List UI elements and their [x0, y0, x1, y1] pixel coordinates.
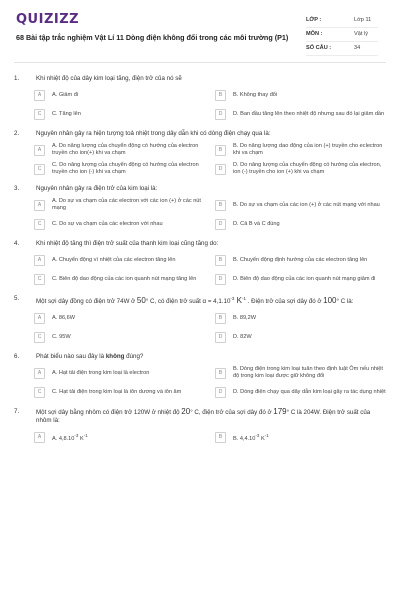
option-letter-box: D: [215, 387, 226, 398]
option-a[interactable]: [34, 88, 205, 102]
question-text: Phát biểu nào sau đây là không đúng?: [36, 353, 144, 361]
option-text: B. Chuyển động định hướng của các electron tăng lên: [233, 256, 368, 263]
question-number: 4.: [14, 240, 20, 247]
option-letter-box: D: [215, 164, 226, 175]
quizizz-logo: QUIZIZZ: [16, 12, 80, 27]
meta-value: 34: [354, 45, 361, 51]
question-number: 1.: [14, 75, 20, 82]
option-d[interactable]: [215, 217, 386, 231]
question-number: 5.: [14, 295, 20, 302]
option-letter-box: C: [34, 219, 45, 230]
question-5: [14, 295, 386, 344]
option-d[interactable]: [215, 272, 386, 286]
question-list: [14, 63, 386, 444]
option-text: D. Cả B và C đúng: [233, 220, 280, 227]
question-number: 7.: [14, 408, 20, 416]
option-letter-box: A: [34, 255, 45, 266]
option-text: A. Chuyển động vì nhiệt của các electron tăng lên: [52, 256, 176, 263]
question-4: [14, 240, 386, 286]
option-letter-box: A: [34, 432, 45, 443]
question-text: Một sợi dây đồng có điện trở 74W ở 50° C, có điện trở suất $\alpha = 4,1.10^{-3}$ $K^{-1}$ . Điện trở của sợi dây đó ở 100° C là:: [36, 296, 354, 306]
option-text: C. Hạt tải điện trong kim loại là iôn dương và iôn âm: [52, 388, 182, 395]
question-number: 2.: [14, 130, 20, 137]
option-letter-box: B: [215, 90, 226, 101]
option-c[interactable]: [34, 330, 205, 344]
option-d[interactable]: [215, 330, 386, 344]
option-text: D. Ban đầu tăng lên theo nhiệt độ nhưng sau đó lại giảm dần: [233, 110, 385, 117]
option-letter-box: C: [34, 109, 45, 120]
option-text: D. 82W: [233, 333, 252, 340]
meta-row-count: [306, 42, 378, 56]
option-d[interactable]: [215, 385, 386, 399]
question-text: Nguyên nhân gây ra hiện tượng toả nhiệt trong dây dẫn khi có dòng điện chạy qua là:: [36, 130, 271, 137]
option-b[interactable]: [215, 88, 386, 102]
option-c[interactable]: [34, 385, 205, 399]
option-text: B. Do năng lượng dao động của ion (+) truyền cho eclectron khi va chạm: [233, 143, 383, 156]
option-letter-box: A: [34, 368, 45, 379]
page-title: 68 Bài tập trắc nghiệm Vật Lí 11 Dòng điện không đổi trong các môi trường (P1): [16, 33, 289, 42]
meta-value: Lớp 11: [354, 17, 372, 23]
meta-row-subject: [306, 28, 378, 42]
question-number: 6.: [14, 353, 20, 361]
option-text: C. Do năng lượng của chuyển động có hướng của electron truyền cho ion (-) khi va chạm: [52, 162, 199, 175]
option-letter-box: D: [215, 274, 226, 285]
meta-key: SỐ CÂU :: [306, 45, 332, 51]
question-7: [14, 408, 386, 444]
option-text: B. $4,4.10^{-3}$ $K^{-1}$: [233, 432, 269, 442]
option-text: C. Biên độ dao động của các ion quanh nút mạng tăng lên: [52, 275, 197, 282]
option-b[interactable]: [215, 430, 386, 444]
meta-key: MÔN :: [306, 31, 323, 37]
option-c[interactable]: [34, 162, 205, 176]
option-a[interactable]: [34, 311, 205, 325]
option-text: B. Do sự va chạm của các ion (+) ở các nút mạng với nhau: [233, 201, 380, 208]
option-letter-box: A: [34, 313, 45, 324]
option-b[interactable]: [215, 143, 386, 157]
option-letter-box: B: [215, 432, 226, 443]
question-text: Khi nhiệt độ tăng thì điện trở suất của thanh kim loại cũng tăng do:: [36, 240, 219, 247]
option-letter-box: A: [34, 90, 45, 101]
option-letter-box: C: [34, 274, 45, 285]
option-text: B. Dòng điện trong kim loại tuân theo định luật Ôm nếu nhiệt độ trong kim loại được giữ không đổi: [233, 366, 383, 380]
question-2: [14, 130, 386, 176]
option-letter-box: C: [34, 332, 45, 343]
option-letter-box: C: [34, 387, 45, 398]
question-text: Một sợi dây bằng nhôm có điện trở 120W ở nhiệt độ 20° C, điện trở của sợi dây đó ở 179° C là 204W. Điện trở suất của nhôm là:: [36, 407, 371, 425]
option-a[interactable]: [34, 430, 205, 444]
question-3: [14, 185, 386, 231]
option-text: A. Hạt tải điện trong kim loại là electron: [52, 369, 150, 376]
option-text: D. Do năng lượng của chuyển động có hướng của electron, ion (-) truyền cho ion (+) khi va chạm: [233, 162, 382, 175]
option-text: A. $4,8.10^{-3}$ $K^{-1}$: [52, 432, 88, 442]
question-text: Khi nhiệt độ của dây kim loại tăng, điện trở của nó sẽ: [36, 75, 182, 82]
worksheet-header: [14, 0, 386, 63]
option-letter-box: A: [34, 200, 45, 211]
option-letter-box: B: [215, 255, 226, 266]
meta-row-class: [306, 14, 378, 28]
option-text: D. Dòng điện chạy qua dây dẫn kim loại gây ra tác dụng nhiệt: [233, 388, 386, 395]
option-text: D. Biên độ dao động của các ion quanh nút mạng giảm đi: [233, 275, 376, 282]
option-b[interactable]: [215, 198, 386, 212]
meta-info: [306, 14, 378, 56]
option-c[interactable]: [34, 272, 205, 286]
option-letter-box: A: [34, 145, 45, 156]
meta-value: Vật lý: [354, 31, 368, 37]
question-text: Nguyên nhân gây ra điện trở của kim loại là:: [36, 185, 158, 192]
option-text: A. Do năng lượng của chuyển động có hướng của electron truyền cho ion(+) khi va chạm: [52, 143, 199, 156]
option-text: C. 95W: [52, 333, 71, 340]
option-a[interactable]: [34, 366, 205, 380]
option-b[interactable]: [215, 253, 386, 267]
option-letter-box: B: [215, 368, 226, 379]
option-b[interactable]: [215, 366, 386, 380]
meta-key: LỚP :: [306, 17, 322, 23]
option-text: B. Không thay đổi: [233, 91, 278, 98]
question-1: [14, 75, 386, 121]
option-letter-box: D: [215, 332, 226, 343]
option-letter-box: D: [215, 219, 226, 230]
option-a[interactable]: [34, 143, 205, 157]
option-text: A. Do sự va chạm của các electron với các ion (+) ở các nút mạng: [52, 198, 201, 211]
option-c[interactable]: [34, 217, 205, 231]
option-a[interactable]: [34, 198, 205, 212]
option-text: A. 86,6W: [52, 314, 76, 321]
option-d[interactable]: [215, 162, 386, 176]
option-b[interactable]: [215, 311, 386, 325]
question-6: [14, 353, 386, 399]
option-text: C. Tăng lên: [52, 110, 81, 117]
option-letter-box: B: [215, 145, 226, 156]
option-text: B. 89,2W: [233, 314, 257, 321]
option-text: A. Giảm đi: [52, 91, 79, 98]
option-letter-box: B: [215, 200, 226, 211]
option-letter-box: C: [34, 164, 45, 175]
question-number: 3.: [14, 185, 20, 192]
option-d[interactable]: [215, 107, 386, 121]
option-a[interactable]: [34, 253, 205, 267]
option-text: C. Do sự va chạm của các electron với nhau: [52, 220, 163, 227]
option-letter-box: B: [215, 313, 226, 324]
option-c[interactable]: [34, 107, 205, 121]
option-letter-box: D: [215, 109, 226, 120]
